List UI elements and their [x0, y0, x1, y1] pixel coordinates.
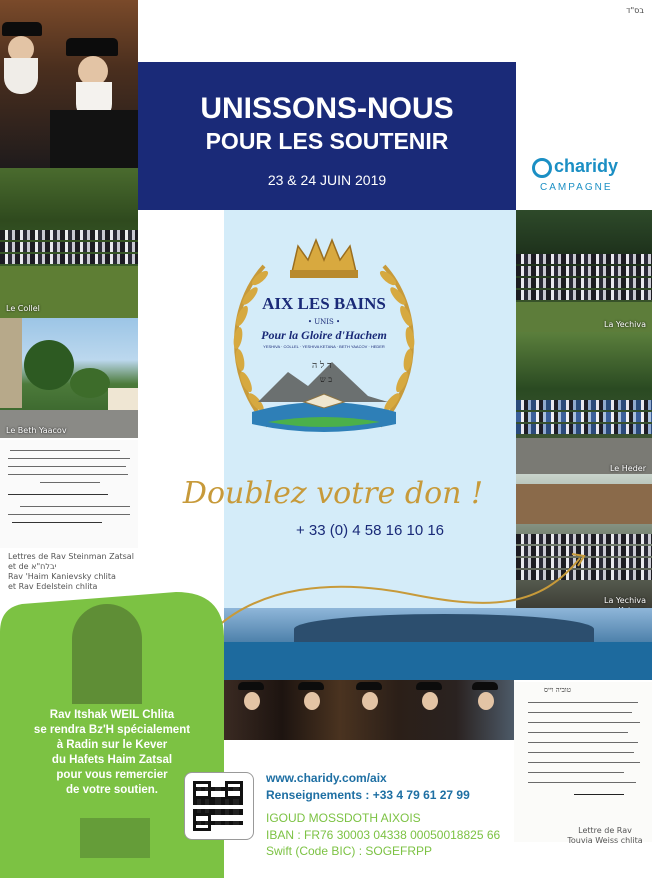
kever-building-image — [80, 818, 150, 858]
letters-caption-line: Lettres de Rav Steinman Zatsal — [8, 552, 134, 561]
qr-code[interactable] — [184, 772, 254, 840]
green-panel-line: de votre soutien. — [65, 784, 159, 796]
photo-rabbis-row — [224, 680, 514, 740]
caption-yechiva-ketana-1: La Yechiva — [604, 596, 646, 605]
emblem-unis: • UNIS • — [307, 318, 341, 326]
donate-headline: Doublez votre don ! — [182, 476, 484, 511]
photo-collel — [0, 168, 138, 318]
website-link[interactable]: www.charidy.com/aix — [266, 771, 387, 785]
campaign-dates: 23 & 24 JUIN 2019 — [267, 172, 387, 188]
charidy-name: charidy — [554, 156, 619, 176]
title-banner — [138, 62, 516, 210]
caption-heder: Le Heder — [609, 464, 646, 473]
renseignements-phone[interactable]: Renseignements : +33 4 79 61 27 99 — [266, 788, 470, 802]
green-panel-line: à Radin sur le Kever — [56, 739, 168, 751]
donate-phone[interactable]: + 33 (0) 4 58 16 10 16 — [295, 522, 445, 539]
green-panel-line: du Hafets Haim Zatsal — [51, 754, 173, 766]
letter-caption-line: Touvia Weiss chlita — [567, 836, 643, 845]
aix-emblem — [208, 226, 440, 448]
title-line-2: POUR LES SOUTENIR — [205, 128, 449, 154]
gold-swoosh-icon — [200, 548, 600, 638]
letters-caption-line: Rav 'Haim Kanievsky chlita — [8, 572, 116, 581]
photo-rabbis-top — [0, 0, 138, 168]
svg-text:ב ש: ב ש — [320, 375, 333, 384]
caption-beth-yaacov: Le Beth Yaacov — [6, 426, 67, 435]
charidy-campagne: CAMPAGNE — [540, 182, 613, 193]
green-panel-line: se rendra Bz'H spécialement — [33, 724, 191, 736]
emblem-slogan: Pour la Gloire d'Hachem — [261, 328, 387, 342]
letters-caption — [8, 552, 134, 592]
emblem-title: AIX LES BAINS — [262, 294, 386, 313]
green-panel-line: Rav Itshak WEIL Chlita — [49, 709, 175, 721]
svg-text:ד ל ה: ד ל ה — [312, 361, 332, 371]
emblem-institutions: YESHIVA · COLLEL · YESHIVA KETANA · BETH YAACOV · HEDER — [263, 344, 385, 349]
photo-heder — [516, 332, 652, 474]
title-line-1: UNISSONS-NOUS — [200, 92, 454, 125]
iban: IBAN : FR76 30003 04338 00050018825 66 — [266, 828, 501, 842]
hebrew-header: בס"ד — [626, 6, 644, 15]
caption-yechiva: La Yechiva — [604, 320, 646, 329]
letter-heading: טוביה וייס — [544, 686, 571, 694]
org-name: IGOUD MOSSDOTH AIXOIS — [266, 811, 421, 825]
contact-block — [266, 770, 566, 859]
green-panel-line: pour vous remercier — [56, 769, 168, 781]
charidy-logo — [528, 154, 646, 200]
swift: Swift (Code BIC) : SOGEFRPP — [266, 844, 433, 858]
letters-caption-line: et de יבלח"א — [8, 562, 57, 571]
rabbinic-letters-left — [0, 440, 138, 548]
rav-weil-portrait — [72, 604, 142, 704]
letter-caption — [560, 826, 650, 846]
letters-caption-line: et Rav Edelstein chlita — [8, 582, 98, 591]
letter-caption-line: Lettre de Rav — [578, 826, 632, 835]
caption-collel: Le Collel — [6, 304, 40, 313]
charidy-icon — [532, 158, 552, 178]
photo-beth-yaacov — [0, 318, 138, 438]
photo-yechiva — [516, 210, 652, 332]
